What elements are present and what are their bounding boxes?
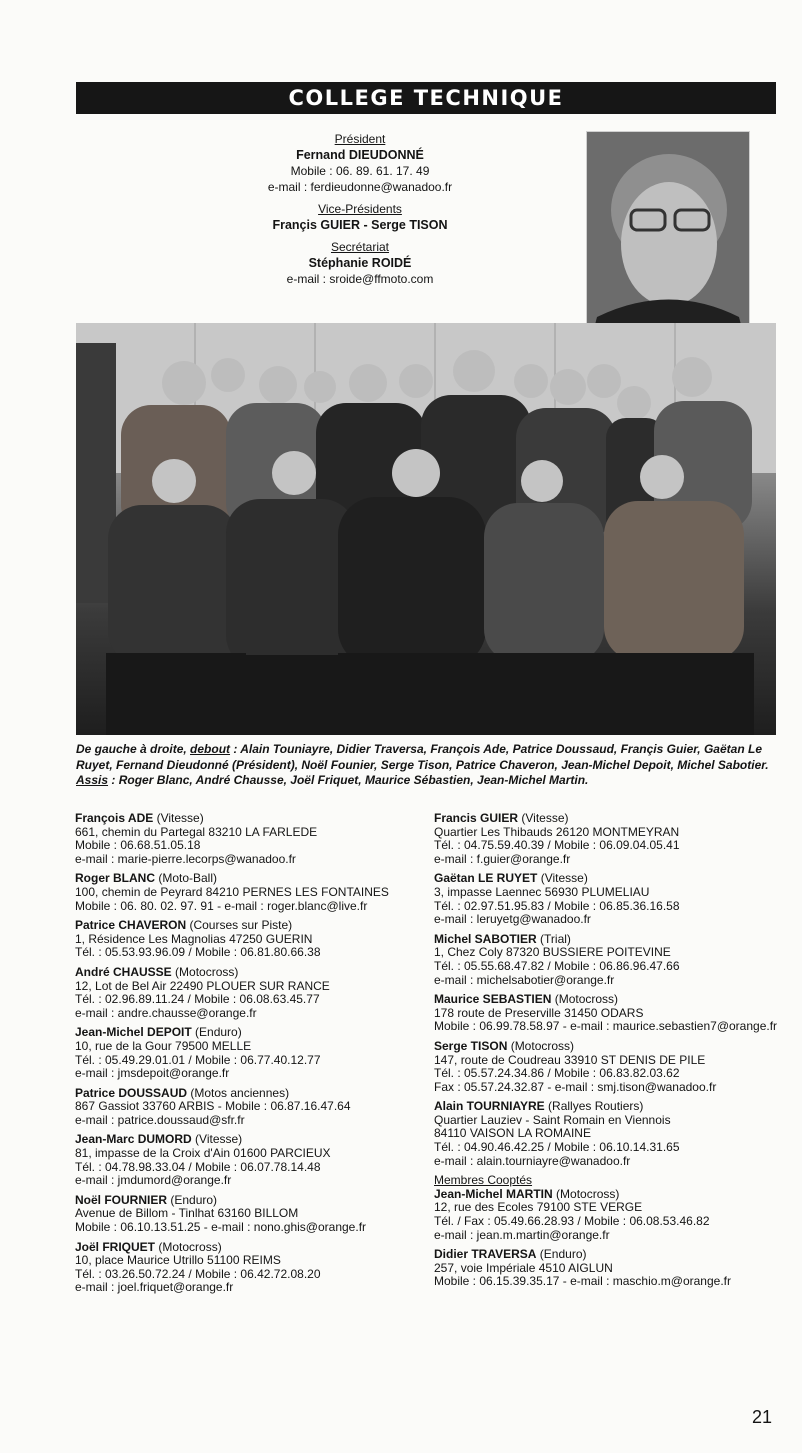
member-entry — [75, 872, 427, 913]
member-name: Maurice SEBASTIEN — [434, 992, 552, 1007]
member-discipline: (Motocross) — [507, 1038, 575, 1053]
member-entry — [434, 1040, 786, 1094]
member-contact-line: e-mail : andre.chausse@orange.fr — [75, 1005, 257, 1020]
member-heading — [434, 933, 786, 947]
caption-standing-names: : Alain Touniayre, Didier Traversa, François Ade, Patrice Doussaud, Françis Guier, Gaëtan Le Ruyet, Fernand Dieudonné (Président), Noël Founier, Serge Tison, Patrice Chaveron, Jean-Michel Depoit, Michel Sabotier. — [76, 742, 769, 772]
member-contact-line: Tél. : 02.96.89.11.24 / Mobile : 06.08.63.45.77 — [75, 992, 320, 1007]
member-discipline: (Motocross) — [552, 1186, 620, 1201]
member-entry — [434, 933, 786, 987]
member-discipline: (Enduro) — [167, 1192, 218, 1207]
member-contact-line: Tél. : 05.49.29.01.01 / Mobile : 06.77.40.12.77 — [75, 1052, 321, 1067]
member-discipline: (Rallyes Routiers) — [544, 1099, 644, 1114]
member-discipline: (Vitesse) — [518, 811, 569, 825]
member-contact-line: 147, route de Coudreau 33910 ST DENIS DE PILE — [434, 1052, 706, 1067]
photo-caption — [76, 742, 776, 789]
secretariat-label: Secrétariat — [330, 240, 390, 254]
member-heading — [75, 919, 427, 933]
caption-seated-names: : Roger Blanc, André Chausse, Joël Friquet, Maurice Sébastien, Jean-Michel Martin. — [108, 773, 589, 787]
section-header — [76, 82, 776, 114]
members-left-column — [75, 812, 427, 1301]
member-entry — [75, 1241, 427, 1295]
vice-presidents-names: Françis GUIER - Serge TISON — [272, 218, 448, 232]
member-contact-line: Tél. : 05.53.93.96.09 / Mobile : 06.81.80.66.38 — [75, 945, 321, 960]
member-heading — [75, 812, 427, 826]
member-name: Patrice DOUSSAUD — [75, 1085, 188, 1100]
member-contact-line: e-mail : jmdumord@orange.fr — [75, 1173, 232, 1188]
member-heading — [75, 1194, 427, 1208]
member-contact-line: e-mail : joel.friquet@orange.fr — [75, 1280, 234, 1295]
member-heading — [75, 1133, 427, 1147]
member-heading — [75, 966, 427, 980]
member-contact-line: e-mail : alain.tourniayre@wanadoo.fr — [434, 1153, 631, 1168]
member-name: Roger BLANC — [75, 871, 155, 886]
member-name: Jean-Michel MARTIN — [434, 1186, 553, 1201]
member-contact-line: Fax : 05.57.24.32.87 - e-mail : smj.tison@wanadoo.fr — [434, 1079, 717, 1094]
member-name: Gaëtan LE RUYET — [434, 871, 538, 886]
member-entry — [434, 1100, 786, 1168]
member-heading — [434, 1040, 786, 1054]
member-entry — [75, 1026, 427, 1080]
member-contact-line: Mobile : 06.99.78.58.97 - e-mail : maurice.sebastien7@orange.fr — [434, 1019, 778, 1034]
member-name: Serge TISON — [434, 1038, 508, 1053]
member-contact-line: Mobile : 06.68.51.05.18 — [75, 838, 201, 853]
member-contact-line: Avenue de Billom - Tinlhat 63160 BILLOM — [75, 1206, 299, 1221]
member-name: Francis GUIER — [434, 811, 519, 825]
group-photo — [76, 323, 776, 735]
member-contact-line: 3, impasse Laennec 56930 PLUMELIAU — [434, 884, 650, 899]
member-contact-line: e-mail : leruyetg@wanadoo.fr — [434, 912, 591, 927]
member-contact-line: Tél. : 05.57.24.34.86 / Mobile : 06.83.82.03.62 — [434, 1066, 680, 1081]
member-contact-line: 10, place Maurice Utrillo 51100 REIMS — [75, 1253, 281, 1268]
member-discipline: (Vitesse) — [191, 1132, 243, 1147]
member-entry — [434, 1248, 786, 1289]
member-heading — [434, 993, 786, 1007]
member-discipline: (Enduro) — [191, 1025, 242, 1040]
member-contact-line: e-mail : jmsdepoit@orange.fr — [75, 1066, 230, 1081]
member-contact-line: e-mail : f.guier@orange.fr — [434, 851, 571, 866]
member-heading — [75, 1026, 427, 1040]
member-contact-line: 84110 VAISON LA ROMAINE — [434, 1126, 591, 1141]
members-right-column — [434, 812, 786, 1295]
member-name: Patrice CHAVERON — [75, 918, 187, 933]
member-name: François ADE — [75, 811, 154, 825]
member-heading — [434, 812, 786, 826]
member-entry — [75, 812, 427, 866]
member-entry — [75, 966, 427, 1020]
member-contact-line: 1, Chez Coly 87320 BUSSIERE POITEVINE — [434, 945, 671, 960]
member-name: Jean-Marc DUMORD — [75, 1132, 192, 1147]
member-heading — [434, 1248, 786, 1262]
member-entry — [434, 872, 786, 926]
member-contact-line: 100, chemin de Peyrard 84210 PERNES LES FONTAINES — [75, 884, 389, 899]
section-title: COLLEGE TECHNIQUE — [288, 86, 564, 110]
member-entry — [434, 993, 786, 1034]
member-entry — [75, 1194, 427, 1235]
member-contact-line: e-mail : michelsabotier@orange.fr — [434, 972, 615, 987]
member-discipline: (Moto-Ball) — [155, 871, 218, 886]
member-name: Alain TOURNIAYRE — [434, 1099, 545, 1114]
member-contact-line: Quartier Lauziev - Saint Romain en Viennois — [434, 1112, 671, 1127]
member-contact-line: Tél. : 04.78.98.33.04 / Mobile : 06.07.78.14.48 — [75, 1159, 321, 1174]
member-contact-line: 10, rue de la Gour 79500 MELLE — [75, 1038, 252, 1053]
member-discipline: (Motocross) — [551, 992, 619, 1007]
member-contact-line: 81, impasse de la Croix d'Ain 01600 PARCIEUX — [75, 1146, 331, 1161]
member-entry — [75, 1087, 427, 1128]
member-name: Noël FOURNIER — [75, 1192, 168, 1207]
member-contact-line: Mobile : 06. 80. 02. 97. 91 - e-mail : roger.blanc@live.fr — [75, 898, 368, 913]
vice-presidents-label: Vice-Présidents — [318, 202, 402, 216]
president-label: Président — [334, 132, 386, 146]
member-contact-line: Tél. : 04.75.59.40.39 / Mobile : 06.09.04.05.41 — [434, 838, 680, 853]
member-contact-line: 257, voie Impériale 4510 AIGLUN — [434, 1260, 613, 1275]
member-contact-line: 178 route de Preserville 31450 ODARS — [434, 1005, 644, 1020]
member-contact-line: 12, rue des Ecoles 79100 STE VERGE — [434, 1200, 643, 1215]
member-discipline: (Vitesse) — [153, 811, 204, 825]
member-contact-line: e-mail : jean.m.martin@orange.fr — [434, 1227, 610, 1242]
member-contact-line: e-mail : marie-pierre.lecorps@wanadoo.fr — [75, 851, 296, 866]
member-name: Michel SABOTIER — [434, 931, 537, 946]
member-name: André CHAUSSE — [75, 964, 172, 979]
member-name: Jean-Michel DEPOIT — [75, 1025, 192, 1040]
member-discipline: (Motocross) — [155, 1239, 222, 1254]
member-contact-line: 12, Lot de Bel Air 22490 PLOUER SUR RANCE — [75, 978, 330, 993]
caption-seated-label: Assis — [76, 773, 109, 787]
member-name: Didier TRAVERSA — [434, 1247, 537, 1262]
secretariat-email: e-mail : sroide@ffmoto.com — [286, 272, 434, 286]
member-discipline: (Motocross) — [171, 964, 239, 979]
secretariat-name: Stéphanie ROIDÉ — [308, 256, 412, 270]
member-discipline: (Vitesse) — [537, 871, 588, 886]
member-discipline: (Enduro) — [536, 1247, 587, 1262]
officers-block — [190, 131, 530, 287]
member-discipline: (Trial) — [536, 931, 571, 946]
member-discipline: (Courses sur Piste) — [186, 918, 293, 933]
president-name: Fernand DIEUDONNÉ — [296, 148, 424, 162]
page-number: 21 — [752, 1407, 773, 1427]
member-contact-line: Tél. : 05.55.68.47.82 / Mobile : 06.86.96.47.66 — [434, 958, 680, 973]
member-contact-line: Tél. / Fax : 05.49.66.28.93 / Mobile : 06.08.53.46.82 — [434, 1214, 710, 1229]
member-contact-line: 661, chemin du Partegal 83210 LA FARLEDE — [75, 824, 318, 839]
coopted-members-label: Membres Cooptés — [434, 1173, 533, 1188]
member-heading — [434, 1100, 786, 1114]
member-heading — [434, 1188, 786, 1202]
caption-lead: De gauche à droite, — [76, 742, 191, 756]
member-heading — [75, 872, 427, 886]
member-entry — [434, 1188, 786, 1242]
member-heading — [75, 1087, 427, 1101]
member-contact-line: Tél. : 04.90.46.42.25 / Mobile : 06.10.14.31.65 — [434, 1140, 680, 1155]
member-heading — [75, 1241, 427, 1255]
member-contact-line: 1, Résidence Les Magnolias 47250 GUERIN — [75, 931, 313, 946]
member-contact-line: Tél. : 03.26.50.72.24 / Mobile : 06.42.72.08.20 — [75, 1266, 321, 1281]
member-contact-line: Mobile : 06.15.39.35.17 - e-mail : maschio.m@orange.fr — [434, 1274, 731, 1289]
caption-standing-label: debout — [190, 742, 231, 756]
member-contact-line: Quartier Les Thibauds 26120 MONTMEYRAN — [434, 824, 680, 839]
president-mobile: Mobile : 06. 89. 61. 17. 49 — [290, 164, 430, 178]
member-contact-line: Tél. : 02.97.51.95.83 / Mobile : 06.85.36.16.58 — [434, 898, 680, 913]
member-discipline: (Motos anciennes) — [187, 1085, 290, 1100]
member-heading — [434, 872, 786, 886]
member-contact-line: e-mail : patrice.doussaud@sfr.fr — [75, 1112, 245, 1127]
member-contact-line: Mobile : 06.10.13.51.25 - e-mail : nono.ghis@orange.fr — [75, 1220, 367, 1235]
member-entry — [434, 812, 786, 866]
president-email: e-mail : ferdieudonne@wanadoo.fr — [267, 180, 453, 194]
member-entry — [75, 1133, 427, 1187]
member-entry — [75, 919, 427, 960]
group-figures — [76, 323, 776, 735]
member-name: Joël FRIQUET — [75, 1239, 156, 1254]
member-contact-line: 867 Gassiot 33760 ARBIS - Mobile : 06.87.16.47.64 — [75, 1099, 351, 1114]
